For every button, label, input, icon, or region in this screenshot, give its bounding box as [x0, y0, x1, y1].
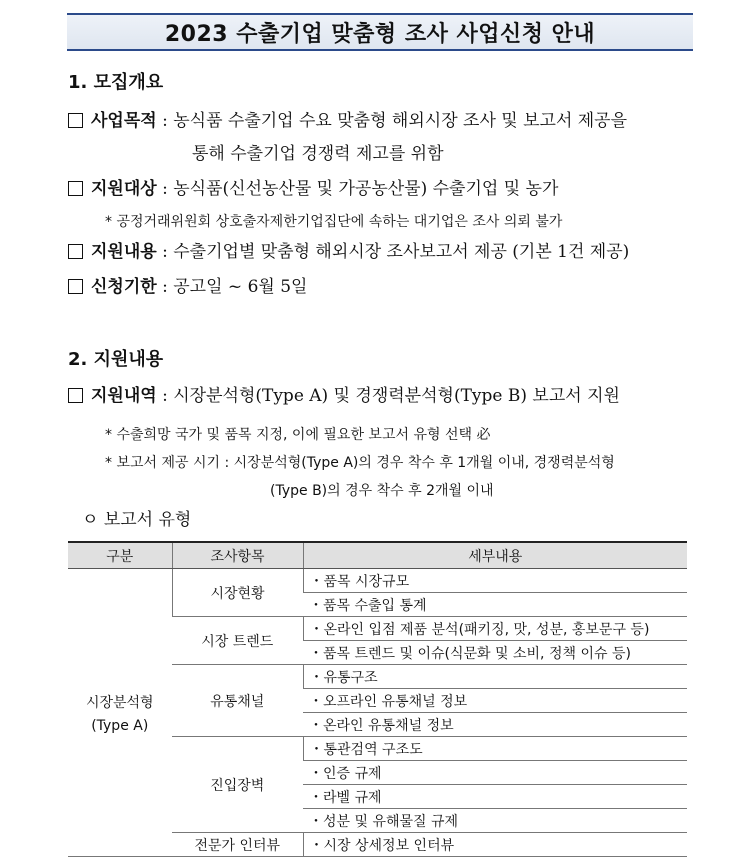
item-cell: 시장 트렌드	[172, 617, 303, 665]
checkbox-icon	[68, 113, 83, 128]
detail-note2a: * 보고서 제공 시기 : 시장분석형(Type A)의 경우 착수 후 1개월 이내, 경쟁력분석형	[105, 455, 615, 471]
content-text: 수출기업별 맞춤형 해외시장 조사보고서 제공 (기본 1건 제공)	[173, 242, 630, 262]
detail-cell: ・인증 규제	[303, 761, 687, 785]
section1-heading: 1. 모집개요	[68, 72, 164, 93]
item-cell: 진입장벽	[172, 737, 303, 833]
content-label: 지원내용	[91, 242, 157, 262]
report-type-table	[68, 541, 687, 857]
title-banner	[67, 13, 693, 51]
detail-cell: ・온라인 입점 제품 분석(패키징, 맛, 성분, 홍보문구 등)	[303, 617, 687, 641]
deadline-label: 신청기한	[91, 277, 157, 297]
deadline-row	[68, 276, 307, 298]
item-cell: 시장현황	[172, 569, 303, 617]
detail-cell: ・품목 트렌드 및 이슈(식문화 및 소비, 정책 이슈 등)	[303, 641, 687, 665]
detail-cell: ・시장 상세정보 인터뷰	[303, 833, 687, 857]
report-type-heading: ㅇ 보고서 유형	[82, 510, 192, 530]
deadline-text: 공고일 ~ 6월 5일	[173, 277, 308, 297]
type-a-cell	[68, 569, 172, 857]
item-cell: 유통채널	[172, 665, 303, 737]
table-header-row	[68, 542, 687, 569]
detail-cell: ・성분 및 유해물질 규제	[303, 809, 687, 833]
purpose-text1: 농식품 수출기업 수요 맞춤형 해외시장 조사 및 보고서 제공을	[173, 111, 628, 131]
purpose-sep: :	[162, 111, 168, 131]
checkbox-icon	[68, 388, 83, 403]
col-header-category: 구분	[68, 542, 172, 569]
target-sep: :	[162, 179, 168, 199]
target-note: * 공정거래위원회 상호출자제한기업집단에 속하는 대기업은 조사 의뢰 불가	[105, 214, 563, 230]
target-row	[68, 178, 558, 200]
target-label: 지원대상	[91, 179, 157, 199]
type-a-line2: (Type A)	[91, 717, 149, 734]
page-title: 2023 수출기업 맞춤형 조사 사업신청 안내	[164, 21, 596, 47]
detail-cell: ・오프라인 유통채널 정보	[303, 689, 687, 713]
col-header-item: 조사항목	[172, 542, 303, 569]
content-sep: :	[162, 242, 168, 262]
detail-cell: ・유통구조	[303, 665, 687, 689]
checkbox-icon	[68, 279, 83, 294]
detail-note2b: (Type B)의 경우 착수 후 2개월 이내	[270, 483, 494, 499]
detail-cell: ・라벨 규제	[303, 785, 687, 809]
table-row	[68, 569, 687, 593]
item-cell: 전문가 인터뷰	[172, 833, 303, 857]
purpose-text2: 통해 수출기업 경쟁력 제고를 위함	[192, 144, 444, 164]
detail-note1: * 수출희망 국가 및 품목 지정, 이에 필요한 보고서 유형 선택 必	[105, 427, 491, 443]
detail-cell: ・통관검역 구조도	[303, 737, 687, 761]
content-row	[68, 241, 629, 263]
checkbox-icon	[68, 244, 83, 259]
detail-cell: ・온라인 유통채널 정보	[303, 713, 687, 737]
target-text: 농식품(신선농산물 및 가공농산물) 수출기업 및 농가	[173, 179, 559, 199]
checkbox-icon	[68, 181, 83, 196]
deadline-sep: :	[162, 277, 168, 297]
detail-label: 지원내역	[91, 386, 157, 406]
type-a-line1: 시장분석형	[85, 694, 154, 711]
col-header-detail: 세부내용	[303, 542, 687, 569]
purpose-row	[68, 110, 627, 132]
detail-cell: ・품목 시장규모	[303, 569, 687, 593]
detail-row	[68, 385, 620, 407]
detail-sep: :	[162, 386, 168, 406]
detail-text: 시장분석형(Type A) 및 경쟁력분석형(Type B) 보고서 지원	[173, 386, 620, 406]
detail-cell: ・품목 수출입 통계	[303, 593, 687, 617]
purpose-label: 사업목적	[91, 111, 157, 131]
section2-heading: 2. 지원내용	[68, 349, 164, 370]
